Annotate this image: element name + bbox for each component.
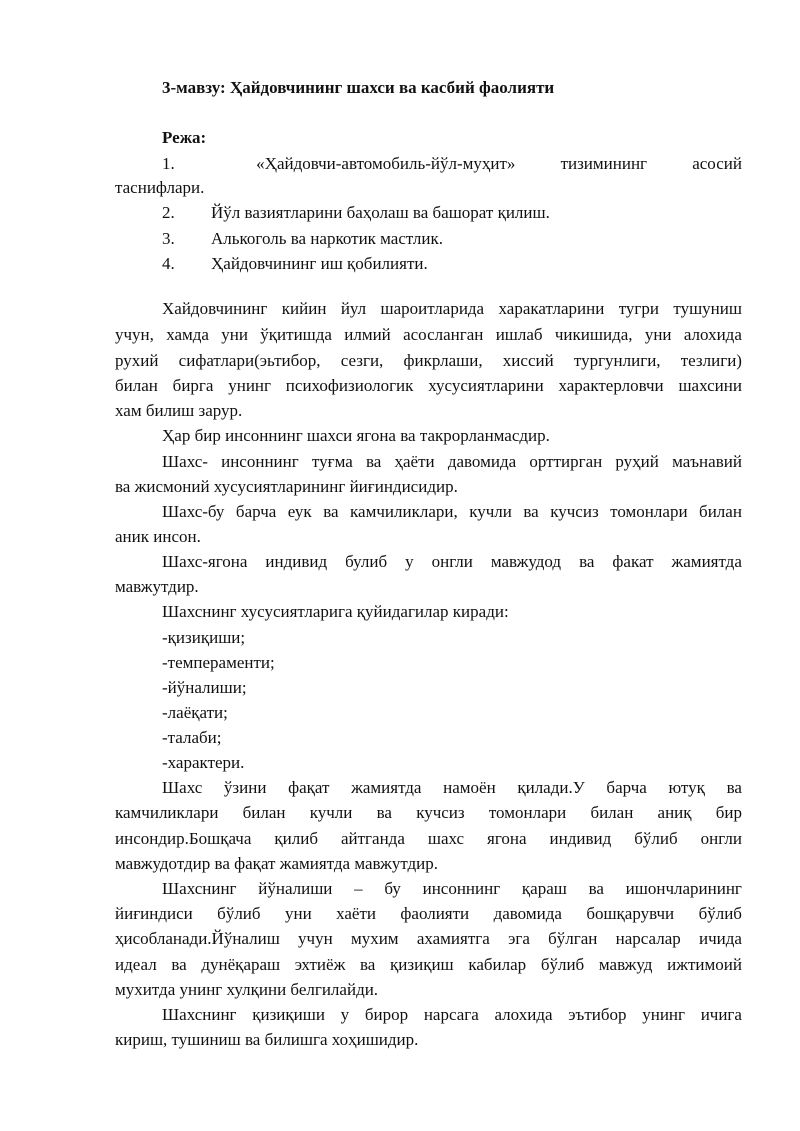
list-item: -қизиқиши; <box>162 628 246 647</box>
paragraph-1-line-2 <box>115 325 742 345</box>
paragraph-3-line-2: ва жисмоний хусусиятларининг йиғиндисидир. <box>115 477 458 496</box>
paragraph-5-line-2: мавжутдир. <box>115 577 199 596</box>
word: ижтимоий <box>667 955 742 974</box>
paragraph-8-line-1 <box>162 879 742 899</box>
word: билан <box>699 502 742 521</box>
plan-item-3 <box>162 229 443 249</box>
plan-item-1-line1 <box>162 154 742 174</box>
word: қилади.У <box>517 778 585 797</box>
word: учун <box>298 929 333 948</box>
word: ва <box>579 552 595 571</box>
word: Шахс-бу <box>162 502 225 521</box>
word: ичида <box>699 929 742 948</box>
word: бўлиб <box>634 829 678 848</box>
word: ва <box>726 778 742 797</box>
list-item: -лаёқати; <box>162 703 228 722</box>
word: «Ҳайдовчи-автомобиль-йўл-муҳит» <box>256 154 516 173</box>
word: қизиқиш <box>390 955 454 974</box>
word: алохида <box>494 1005 553 1024</box>
word: тургунлиги, <box>573 351 661 370</box>
paragraph-5-line-1 <box>162 552 742 572</box>
word: намоён <box>443 778 496 797</box>
word: томонлари <box>610 502 688 521</box>
paragraph-1-line-1 <box>162 299 742 319</box>
word: эътибор <box>568 1005 627 1024</box>
word: инсоннинг <box>422 879 501 898</box>
plan-item-1-line2: таснифлари. <box>115 178 205 197</box>
word: фикрлаши, <box>403 351 483 370</box>
word: Шахс- <box>162 452 208 471</box>
word: ахамиятга <box>416 929 490 948</box>
word: бўлган <box>548 929 598 948</box>
word: хаёти <box>336 904 376 923</box>
word: уни <box>221 325 248 344</box>
word: билан <box>590 803 634 822</box>
word: билан <box>242 803 286 822</box>
word: йўналиши <box>258 879 333 898</box>
word: шароитларида <box>380 299 485 318</box>
plan-item-text: Алькоголь ва наркотик мастлик. <box>211 229 443 248</box>
word: йул <box>340 299 367 318</box>
paragraph-8-line-3 <box>115 929 742 949</box>
word: характерловчи <box>558 376 664 395</box>
plan-item-2 <box>162 203 550 223</box>
word: у <box>340 1005 350 1024</box>
word: ва <box>323 502 339 521</box>
word: инсондир.Бошқача <box>115 829 252 848</box>
word: Шахснинг <box>162 1005 237 1024</box>
word: уни <box>644 325 672 344</box>
word: асосланган <box>403 325 484 344</box>
paragraph-4-line-2: аник инсон. <box>115 527 201 546</box>
word: ва <box>171 955 187 974</box>
list-item: -характери. <box>162 753 245 772</box>
paragraph-7-line-1 <box>162 778 742 798</box>
paragraph-1-line-3 <box>115 351 742 371</box>
word: рухий <box>115 351 159 370</box>
plan-item-text: Ҳайдовчининг иш қобилияти. <box>211 254 428 273</box>
word: фаолияти <box>400 904 470 923</box>
plan-item-number: 1. <box>162 154 175 173</box>
paragraph-9-line-1 <box>162 1005 742 1025</box>
word: камчиликлари <box>115 803 219 822</box>
list-item: -талаби; <box>162 728 222 747</box>
word: фақат <box>288 778 330 797</box>
word: туғма <box>311 452 353 471</box>
word: шахс <box>427 829 465 848</box>
word: бирор <box>364 1005 409 1024</box>
word: онгли <box>431 552 473 571</box>
word: алохида <box>683 325 742 344</box>
word: асосий <box>692 154 742 173</box>
word: қизиқиши <box>252 1005 325 1024</box>
word: ўқитишда <box>260 325 332 344</box>
word: ва <box>360 955 376 974</box>
page-title: 3-мавзу: Ҳайдовчининг шахси ва касбий фаолияти <box>162 78 555 97</box>
word: ичига <box>700 1005 742 1024</box>
word: қараш <box>521 879 567 898</box>
word: орттирган <box>529 452 603 471</box>
word: аниқ <box>657 803 692 822</box>
word: Хайдовчининг <box>162 299 268 318</box>
word: еук <box>287 502 312 521</box>
plan-item-4 <box>162 254 428 274</box>
word: кучли <box>309 803 353 822</box>
word: тизимининг <box>560 154 648 173</box>
word: мавжудод <box>490 552 562 571</box>
word: факат <box>612 552 654 571</box>
word: камчиликлари, <box>350 502 458 521</box>
word: мухим <box>350 929 399 948</box>
word: психофизиологик <box>285 376 414 395</box>
paragraph-2: Ҳар бир инсоннинг шахси ягона ва такрорланмасдир. <box>162 426 550 445</box>
word: тугри <box>618 299 659 318</box>
word: йиғиндиси <box>115 904 193 923</box>
word: дунёқараш <box>201 955 281 974</box>
word: нарсага <box>423 1005 479 1024</box>
word: харакатларини <box>498 299 605 318</box>
word: индивид <box>265 552 328 571</box>
word: Шахс-ягона <box>162 552 248 571</box>
word: ва <box>523 502 539 521</box>
word: у <box>405 552 414 571</box>
word: сифатлари(эьтибор, <box>178 351 321 370</box>
word: давомида <box>447 452 517 471</box>
word: хамда <box>166 325 209 344</box>
paragraph-7-line-4: мавжудотдир ва фақат жамиятда мавжутдир. <box>115 854 439 873</box>
paragraph-6: Шахснинг хусусиятларига қуйидагилар киради: <box>162 602 509 621</box>
word: томонлари <box>488 803 567 822</box>
word: эга <box>508 929 530 948</box>
list-item: -темпераменти; <box>162 653 275 672</box>
paragraph-9-line-2: кириш, тушиниш ва билишга хоҳишидир. <box>115 1030 419 1049</box>
word: тушуниш <box>673 299 742 318</box>
word: унинг <box>642 1005 685 1024</box>
word: билан <box>115 376 158 395</box>
word: ишлаб <box>495 325 543 344</box>
paragraph-7-line-2 <box>115 803 742 823</box>
word: ютуқ <box>668 778 705 797</box>
list-item: -йўналиши; <box>162 678 247 697</box>
word: мавжуд <box>598 955 653 974</box>
word: жамиятда <box>351 778 422 797</box>
word: хиссий <box>502 351 554 370</box>
plan-item-number: 2. <box>162 203 175 222</box>
word: айтганда <box>340 829 405 848</box>
word: ва <box>588 879 604 898</box>
paragraph-8-line-4 <box>115 955 742 975</box>
word: учун, <box>115 325 154 344</box>
word: эхтиёж <box>294 955 346 974</box>
word: ягона <box>487 829 527 848</box>
paragraph-8-line-5: мухитда унинг хулқини белгилайди. <box>115 980 379 999</box>
word: Шахс <box>162 778 203 797</box>
word: уни <box>284 904 312 923</box>
word: бу <box>384 879 401 898</box>
word: кучсиз <box>416 803 465 822</box>
word: бўлиб <box>540 955 585 974</box>
word: кучли <box>469 502 512 521</box>
plan-item-number: 4. <box>162 254 175 273</box>
word: барча <box>235 502 277 521</box>
word: руҳий <box>615 452 659 471</box>
word: илмий <box>344 325 391 344</box>
word: ҳаёти <box>394 452 435 471</box>
word: тезлиги) <box>680 351 742 370</box>
word: Шахснинг <box>162 879 237 898</box>
word: ва <box>365 452 382 471</box>
word: барча <box>606 778 647 797</box>
word: шахсини <box>678 376 742 395</box>
paragraph-1-line-4 <box>115 376 742 396</box>
word: кийин <box>281 299 327 318</box>
word: сезги, <box>340 351 384 370</box>
word: қилиб <box>274 829 318 848</box>
paragraph-3-line-1 <box>162 452 742 472</box>
word: ўзини <box>223 778 267 797</box>
word: ва <box>376 803 392 822</box>
word: бир <box>715 803 742 822</box>
word: хусусиятларини <box>428 376 544 395</box>
word: бошқарувчи <box>586 904 675 923</box>
word: онгли <box>700 829 742 848</box>
plan-item-text: Йўл вазиятларини баҳолаш ва башорат қилиш. <box>211 203 550 222</box>
word: кучсиз <box>550 502 599 521</box>
word: ҳисобланади.Йўналиш <box>115 929 280 948</box>
word: нарсалар <box>615 929 681 948</box>
word: жамиятда <box>671 552 742 571</box>
paragraph-8-line-2 <box>115 904 742 924</box>
paragraph-7-line-3 <box>115 829 742 849</box>
word: давомида <box>493 904 562 923</box>
plan-item-number: 3. <box>162 229 175 248</box>
word: кабилар <box>468 955 527 974</box>
plan-heading: Режа: <box>162 128 207 147</box>
word: индивид <box>549 829 612 848</box>
word: булиб <box>345 552 388 571</box>
word: чикишида, <box>554 325 633 344</box>
word: инсоннинг <box>221 452 299 471</box>
word: унинг <box>228 376 271 395</box>
paragraph-4-line-1 <box>162 502 742 522</box>
word: маънавий <box>672 452 742 471</box>
word: бўлиб <box>217 904 261 923</box>
word: – <box>354 879 363 898</box>
word: бўлиб <box>698 904 742 923</box>
word: бирга <box>172 376 214 395</box>
word: ишончларининг <box>625 879 742 898</box>
word: идеал <box>115 955 157 974</box>
paragraph-1-line-5: хам билиш зарур. <box>115 401 243 420</box>
